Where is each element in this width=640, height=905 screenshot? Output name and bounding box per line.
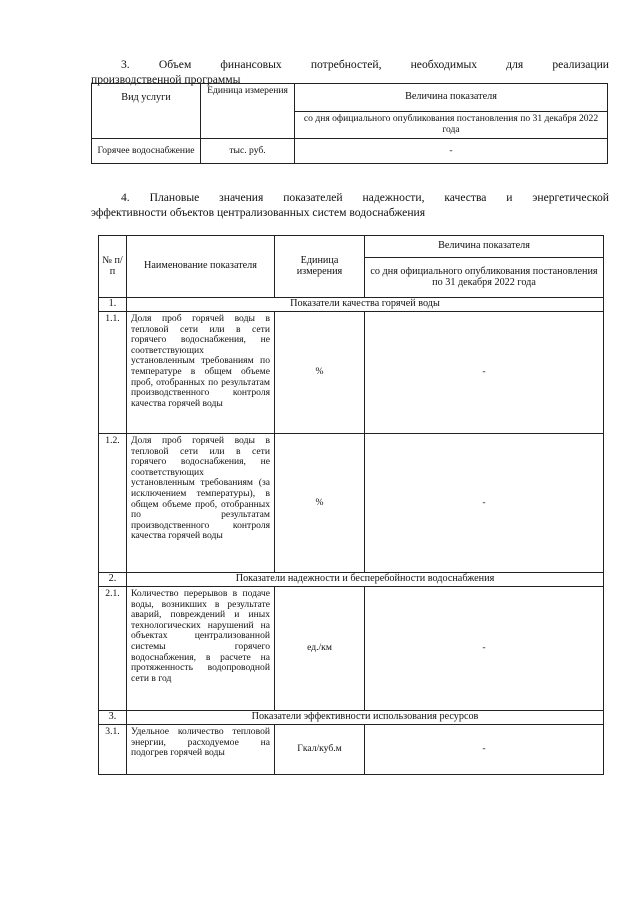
group-row [99, 298, 604, 312]
group-num: 2. [99, 573, 127, 587]
col-name-header: Наименование показателя [127, 236, 275, 298]
service-cell: Горячее водоснабжение [92, 139, 201, 164]
col-value-header-4: Величина показателя [365, 236, 604, 258]
group-title: Показатели эффективности использования ресурсов [127, 711, 604, 725]
group-row [99, 573, 604, 587]
row-name: Доля проб горячей воды в тепловой сети или в сети горячего водоснабжения, не соответствующих установленным требованиям (за исключением температуры), в общем объеме проб, отобранных по результатам производственного контроля качества горячей воды [127, 434, 275, 573]
row-name: Количество перерывов в подаче воды, возникших в результате аварий, повреждений и иных технологических нарушений на объектах централизованной системы горячего водоснабжения, в расчете на протяженность водопроводной сети в год [127, 587, 275, 711]
col-period-header: со дня официального опубликования постановления по 31 декабря 2022 года [295, 112, 608, 139]
group-title: Показатели надежности и бесперебойности водоснабжения [127, 573, 604, 587]
row-value: - [365, 434, 604, 573]
row-unit: ед./км [275, 587, 365, 711]
row-name: Доля проб горячей воды в тепловой сети или в сети горячего водоснабжения, не соответствующих установленным требованиям по температуре в общем объеме проб, отобранных по результатам производственного контроля качества горячей воды [127, 312, 275, 434]
group-row [99, 711, 604, 725]
row-value: - [365, 725, 604, 775]
col-value-header: Величина показателя [295, 84, 608, 112]
row-value: - [365, 312, 604, 434]
section3-heading-line1: 3. Объем финансовых потребностей, необходимых для реализации [121, 58, 609, 71]
col-num-header: № п/п [99, 236, 127, 298]
section4-heading-line1: 4. Плановые значения показателей надежности, качества и энергетической [121, 191, 609, 204]
col-unit-header-4: Единица измерения [275, 236, 365, 298]
section4-heading-line2: эффективности объектов централизованных систем водоснабжения [91, 206, 426, 219]
group-num: 3. [99, 711, 127, 725]
row-num: 1.2. [99, 434, 127, 573]
row-num: 3.1. [99, 725, 127, 775]
row-unit: Гкал/куб.м [275, 725, 365, 775]
row-value: - [365, 587, 604, 711]
table-row [99, 312, 604, 434]
value-cell: - [295, 139, 608, 164]
financial-needs-table [91, 83, 608, 164]
section4-heading [91, 190, 609, 220]
table-row [99, 434, 604, 573]
unit-cell: тыс. руб. [201, 139, 295, 164]
row-num: 1.1. [99, 312, 127, 434]
indicators-table [98, 235, 604, 775]
row-unit: % [275, 312, 365, 434]
row-num: 2.1. [99, 587, 127, 711]
col-service-header: Вид услуги [92, 84, 201, 139]
table-row [99, 725, 604, 775]
row-name: Удельное количество тепловой энергии, расходуемое на подогрев горячей воды [127, 725, 275, 775]
group-title: Показатели качества горячей воды [127, 298, 604, 312]
col-period-header-4: со дня официального опубликования постановления по 31 декабря 2022 года [365, 258, 604, 298]
row-unit: % [275, 434, 365, 573]
table-row [99, 587, 604, 711]
section3-heading-line2: производственной программы [91, 73, 241, 86]
col-unit-header: Единица измерения [201, 84, 295, 139]
group-num: 1. [99, 298, 127, 312]
table-row [92, 139, 608, 164]
